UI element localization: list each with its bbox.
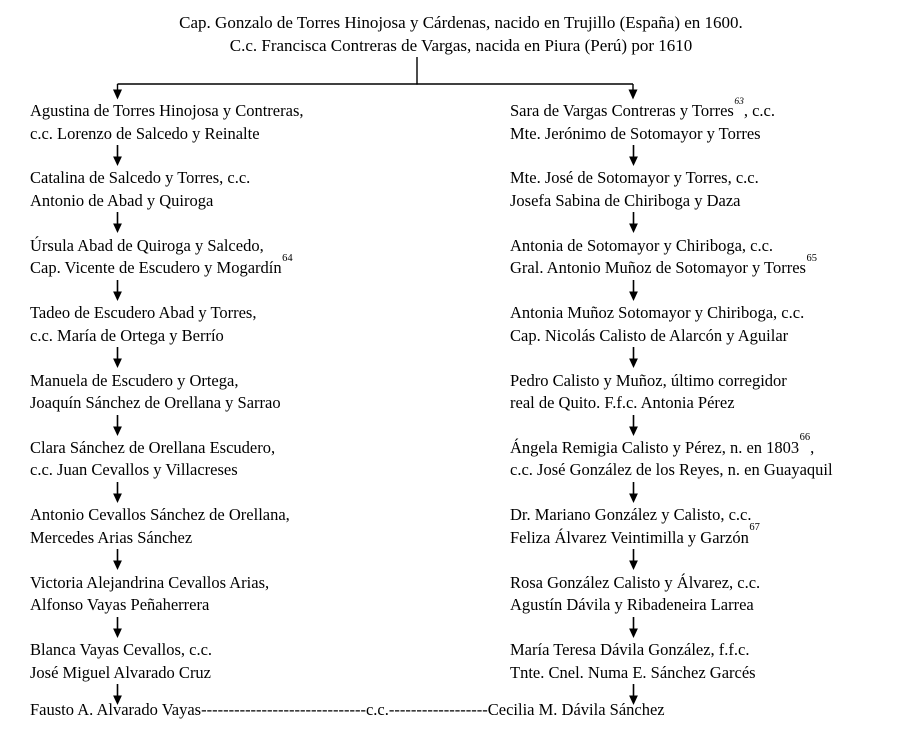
entry-text: c.c. José González de los Reyes, n. en Guayaquil — [510, 460, 833, 480]
entry-text: c.c. Lorenzo de Salcedo y Reinalte — [30, 123, 260, 143]
entry-text-line — [30, 594, 485, 617]
entry-text: c.c. María de Ortega y Berrío — [30, 325, 224, 345]
lineage-entry — [30, 167, 485, 212]
title-line-2: C.c. Francisca Contreras de Vargas, nacida en Piura (Perú) por 1610 — [229, 36, 693, 55]
arrow-down-icon — [510, 347, 920, 369]
lineage-entry — [510, 432, 920, 482]
arrow-down-icon — [30, 617, 485, 639]
entry-text: Alfonso Vayas Peñaherrera — [30, 595, 210, 615]
entry-text-line — [30, 572, 485, 595]
entry-text: Dr. Mariano González y Calisto, c.c. — [510, 505, 752, 525]
arrow-down-icon — [510, 212, 920, 234]
footnote-marker: 66 — [799, 432, 811, 444]
arrow-down-icon — [30, 482, 485, 504]
entry-text-line — [510, 167, 920, 190]
entry-text: Pedro Calisto y Muñoz, último corregidor — [510, 370, 787, 390]
entry-text-line — [510, 662, 920, 685]
arrow-down-icon — [510, 280, 920, 302]
entry-text: Mte. Jerónimo de Sotomayor y Torres — [510, 123, 761, 143]
lineage-entry — [510, 639, 920, 684]
entry-text: Úrsula Abad de Quiroga y Salcedo, — [30, 235, 264, 255]
entry-text: , c.c. — [743, 101, 775, 120]
entry-text: Antonio Cevallos Sánchez de Orellana, — [30, 505, 290, 525]
entry-text-line — [30, 302, 485, 325]
lineage-entry — [510, 504, 920, 549]
entry-text-line — [510, 235, 920, 258]
entry-text-line — [510, 252, 920, 280]
arrow-down-icon — [510, 482, 920, 504]
entry-text-line — [30, 392, 485, 415]
entry-text-line — [30, 639, 485, 662]
entry-text-line — [30, 527, 485, 550]
entry-text: Gral. Antonio Muñoz de Sotomayor y Torres — [510, 258, 806, 278]
entry-text: c.c. Juan Cevallos y Villacreses — [30, 460, 238, 480]
lineage-entry — [510, 370, 920, 415]
entry-text: Victoria Alejandrina Cevallos Arias, — [30, 572, 270, 592]
lineage-entry — [30, 504, 485, 549]
entry-text-line — [510, 392, 920, 415]
entry-text-line — [510, 594, 920, 617]
entry-text: María Teresa Dávila González, f.f.c. — [510, 640, 750, 660]
arrow-down-icon — [629, 90, 638, 100]
entry-text: José Miguel Alvarado Cruz — [30, 662, 212, 682]
entry-text: Tadeo de Escudero Abad y Torres, — [30, 303, 257, 323]
entry-text: Antonio de Abad y Quiroga — [30, 190, 214, 210]
title-line-1: Cap. Gonzalo de Torres Hinojosa y Cárdenas, nacido en Trujillo (España) en 1600. — [179, 13, 743, 32]
footnote-marker: 63 — [734, 96, 744, 107]
entry-text-line — [30, 252, 485, 280]
entry-text: Rosa González Calisto y Álvarez, c.c. — [510, 572, 761, 592]
entry-text-line — [510, 522, 920, 550]
entry-text-line — [510, 572, 920, 595]
footnote-marker: 65 — [806, 252, 817, 264]
entry-text: real de Quito. F.f.c. Antonia Pérez — [510, 393, 735, 413]
entry-text: Manuela de Escudero y Ortega, — [30, 370, 239, 390]
entry-text: Josefa Sabina de Chiriboga y Daza — [510, 190, 741, 210]
footnote-marker: 67 — [749, 522, 760, 534]
entry-text-line — [510, 370, 920, 393]
lineage-entry — [510, 235, 920, 280]
union-cc-label: c.c. — [365, 700, 389, 719]
entry-text-line — [30, 190, 485, 213]
arrow-down-icon — [510, 145, 920, 167]
entry-text: Ángela Remigia Calisto y Pérez, n. en 1803 — [510, 437, 800, 457]
union-left-name: Fausto A. Alvarado Vayas — [30, 700, 202, 719]
entry-text: Blanca Vayas Cevallos, c.c. — [30, 640, 213, 660]
entry-text-line — [30, 662, 485, 685]
entry-text-line — [30, 459, 485, 482]
entry-text: , — [810, 437, 815, 457]
entry-text: Clara Sánchez de Orellana Escudero, — [30, 437, 276, 457]
entry-text-line — [510, 190, 920, 213]
right-lineage-column — [510, 96, 920, 707]
lineage-entry — [30, 437, 485, 482]
entry-text: Joaquín Sánchez de Orellana y Sarrao — [30, 393, 281, 413]
arrow-down-icon — [510, 549, 920, 571]
entry-text-line — [30, 504, 485, 527]
entry-text: Mercedes Arias Sánchez — [30, 527, 193, 547]
entry-text-line — [30, 437, 485, 460]
entry-text: Sara de Vargas Contreras y Torres — [510, 101, 734, 120]
arrow-down-icon — [30, 549, 485, 571]
entry-text-line — [510, 432, 920, 460]
entry-text-line — [510, 96, 920, 123]
entry-text-line — [30, 100, 485, 123]
entry-text-line — [510, 325, 920, 348]
lineage-entry — [510, 167, 920, 212]
entry-text: Cap. Nicolás Calisto de Alarcón y Aguilar — [510, 325, 789, 345]
entry-text: Mte. José de Sotomayor y Torres, c.c. — [510, 168, 759, 188]
lineage-entry — [510, 572, 920, 617]
lineage-entry — [30, 302, 485, 347]
lineage-entry — [510, 302, 920, 347]
lineage-entry — [30, 235, 485, 280]
lineage-entry — [30, 100, 485, 145]
entry-text: Antonia de Sotomayor y Chiriboga, c.c. — [510, 235, 774, 255]
arrow-down-icon — [30, 347, 485, 369]
entry-text-line — [30, 370, 485, 393]
arrow-down-icon — [30, 212, 485, 234]
entry-text-line — [30, 235, 485, 258]
left-lineage-column — [30, 100, 485, 707]
lineage-entry — [30, 639, 485, 684]
entry-text: Antonia Muñoz Sotomayor y Chiriboga, c.c. — [510, 303, 805, 323]
union-right-name: Cecilia M. Dávila Sánchez — [487, 700, 665, 719]
entry-text-line — [30, 123, 485, 146]
entry-text: Cap. Vicente de Escudero y Mogardín — [30, 258, 282, 278]
entry-text-line — [30, 167, 485, 190]
lineage-entry — [510, 96, 920, 145]
union-dashes-right: ------------------ — [388, 700, 488, 719]
entry-text: Catalina de Salcedo y Torres, c.c. — [30, 168, 251, 188]
arrow-down-icon — [30, 280, 485, 302]
entry-text-line — [510, 504, 920, 527]
union-dashes-left: ------------------------------ — [201, 700, 366, 719]
arrow-down-icon — [510, 617, 920, 639]
marriage-union-line — [30, 699, 665, 722]
descent-connector — [0, 0, 922, 102]
entry-text: Agustín Dávila y Ribadeneira Larrea — [510, 595, 754, 615]
arrow-down-icon — [510, 415, 920, 437]
lineage-entry — [30, 370, 485, 415]
entry-text: Tnte. Cnel. Numa E. Sánchez Garcés — [510, 662, 756, 682]
entry-text-line — [510, 459, 920, 482]
entry-text-line — [30, 325, 485, 348]
entry-text: Agustina de Torres Hinojosa y Contreras, — [30, 101, 304, 120]
arrow-down-icon — [30, 145, 485, 167]
lineage-entry — [30, 572, 485, 617]
entry-text-line — [510, 302, 920, 325]
entry-text-line — [510, 639, 920, 662]
arrow-down-icon — [113, 90, 122, 100]
entry-text: Feliza Álvarez Veintimilla y Garzón — [510, 527, 749, 547]
entry-text-line — [510, 123, 920, 146]
arrow-down-icon — [30, 415, 485, 437]
footnote-marker: 64 — [282, 252, 293, 264]
